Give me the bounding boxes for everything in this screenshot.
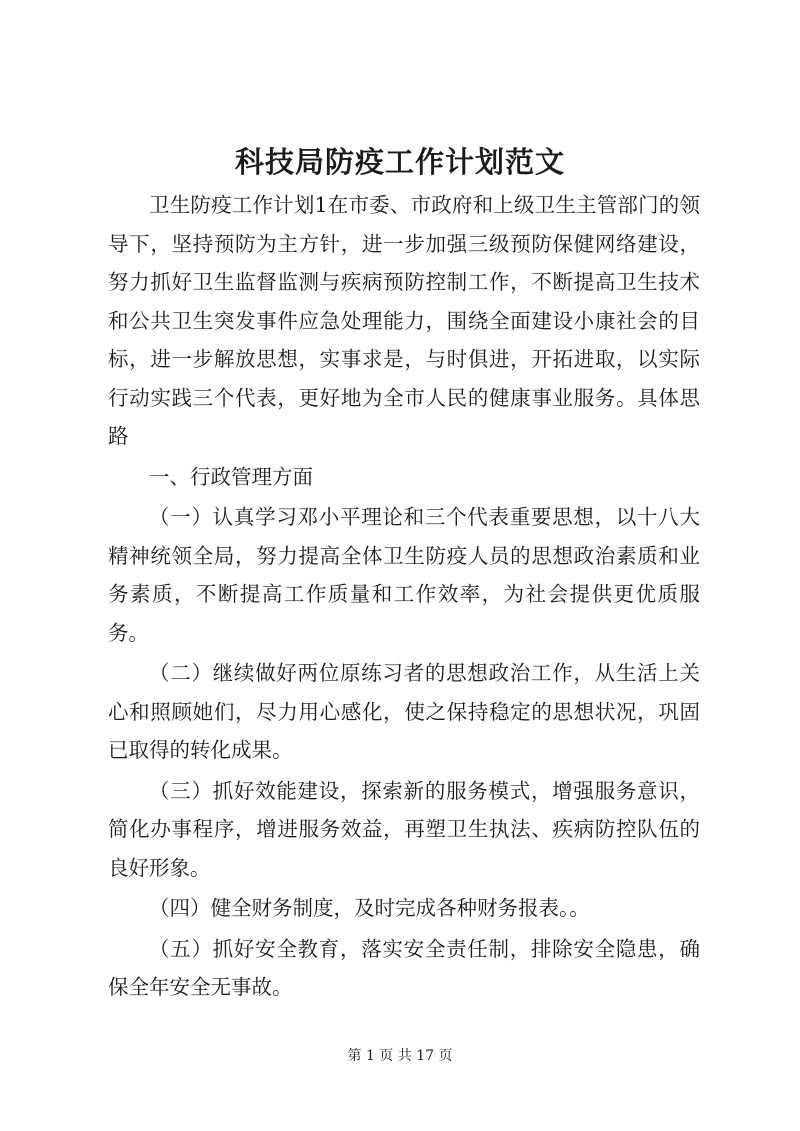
paragraph-intro: 卫生防疫工作计划1在市委、市政府和上级卫生主管部门的领导下，坚持预防为主方针，进一步加强三级预防保健网络建设，努力抓好卫生监督监测与疾病预防控制工作，不断提高卫生技术和公共卫生突发事件应急处理能力，围绕全面建设小康社会的目标，进一步解放思想，实事求是，与时俱进，开拓进取，以实际行动实践三个代表，更好地为全市人民的健康事业服务。具体思路 bbox=[108, 193, 700, 448]
paragraph-item-1: （一）认真学习邓小平理论和三个代表重要思想，以十八大精神统领全局，努力提高全体卫生防疫人员的思想政治素质和业务素质，不断提高工作质量和工作效率，为社会提供更优质服务。 bbox=[108, 505, 700, 645]
paragraph-item-4: （四）健全财务制度，及时完成各种财务报表。。 bbox=[149, 896, 590, 920]
page-number-footer: 第 1 页 共 17 页 bbox=[347, 1048, 453, 1064]
paragraph-item-5: （五）抓好安全教育，落实安全责任制，排除安全隐患，确保全年安全无事故。 bbox=[108, 936, 700, 999]
paragraph-item-3: （三）抓好效能建设，探索新的服务模式，增强服务意识，简化办事程序，增进服务效益，再塑卫生执法、疾病防控队伍的良好形象。 bbox=[108, 778, 700, 880]
document-title: 科技局防疫工作计划范文 bbox=[234, 145, 565, 179]
document-body bbox=[108, 186, 700, 1007]
paragraph-item-2: （二）继续做好两位原练习者的思想政治工作，从生活上关心和照顾她们，尽力用心感化，使之保持稳定的思想状况，巩固已取得的转化成果。 bbox=[108, 661, 700, 762]
section-heading-admin: 一、行政管理方面 bbox=[149, 464, 313, 489]
